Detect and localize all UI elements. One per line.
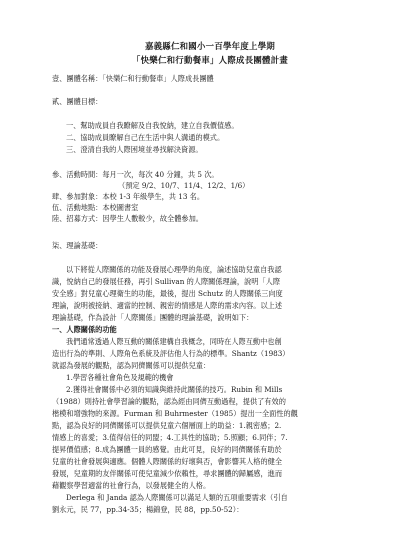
- section-recruitment: 陸、招募方式：因學生人數較少，故全體參加。: [52, 214, 203, 223]
- paragraph-line: （1988）則持社會學習論的觀點，認為經由同儕互動過程，提供了有效的: [52, 397, 286, 406]
- paragraph-line: 發展，兒童期的友伴關係可使兒童減少依賴性，尋求團體的歸屬感，進而: [52, 469, 283, 478]
- section-participants: 肆、參加對象：本校 1-3 年級學生，共 13 名。: [52, 192, 205, 201]
- paragraph-line: 楷模和增強物的來源。Furman 和 Buhrmester（1985）提出一全面性的觀: [52, 409, 298, 418]
- paragraph-line: 提昇價值感；8.成為團體一員的感覺。由此可見，良好的同儕關係有助於: [52, 445, 282, 454]
- paragraph-line: Derlega 和 Janda 認為人際關係可以滿足人類的五項重要需求（引自: [66, 493, 288, 502]
- paragraph-line: 我們通常透過人際互動的關係建構自我概念，同時在人際互動中也創: [66, 337, 282, 346]
- goal-item-2: 二、協助成員瞭解自己在生活中與人溝通的模式。: [66, 133, 225, 142]
- section-name: 壹、團體名稱：「快樂仁和行動餐車」人際成長團體: [52, 74, 214, 83]
- paragraph-line: 藉觀察學習適當的社會行為，以發展健全的人格。: [52, 481, 211, 490]
- goal-item-1: 一、幫助成員自我瞭解及自我悅納，建立自我價值感。: [66, 121, 239, 130]
- document-title-plan: 「快樂仁和行動餐車」人際成長團體計畫: [131, 55, 289, 65]
- paragraph-line: 情感上的喜愛；3.值得信任的同盟；4.工具性的協助；5.照顧；6.同伴；7.: [52, 433, 288, 442]
- subheading-functions: 一、人際關係的功能: [52, 325, 117, 334]
- section-time-dates: （預定 9/2、10/7、11/4、12/2、1/6）: [118, 181, 250, 190]
- paragraph-line: 劉永元，民 77，pp.34-35；楊錦登，民 88，pp.50-52）：: [52, 505, 244, 514]
- goal-item-3: 三、澄清自我的人際困境並尋找解決資源。: [66, 145, 203, 154]
- section-goals: 貳、團體目標：: [52, 97, 103, 106]
- paragraph-line: 就認為發展的觀點，認為同儕關係可以提供兒童：: [52, 361, 211, 370]
- paragraph-line: 識，悅納自己的發展任務，再引 Sullivan 的人際關係理論，說明「人際: [52, 277, 281, 286]
- paragraph-line: 造出行為的準則、人際角色系統及評估他人行為的標準。Shantz（1983）: [52, 349, 290, 358]
- paragraph-line: 點，認為良好的同儕關係可以提供兒童六個層面上的助益：1.親密感；2.: [52, 421, 282, 430]
- paragraph-line: 安全感」對兒童心理衛生的功能，最後，提出 Schutz 的人際關係三向度: [52, 289, 283, 298]
- section-location: 伍、活動地點：本校圖書室: [52, 203, 139, 212]
- list-item: 1.學習各種社會角色及規範的機會: [66, 373, 174, 382]
- document-title-school: 嘉義縣仁和國小一百學年度上學期: [144, 41, 276, 51]
- list-item: 2.獲得社會關係中必須的知識與維持此關係的技巧。Rubin 和 Mills: [66, 385, 283, 394]
- paragraph-line: 理論基礎，作為設計「人際關係」團體的理論基礎，說明如下：: [52, 313, 254, 322]
- paragraph-line: 理論，說明被接納、適當的控制、親密的情感是人際的需求內容。以上述: [52, 301, 283, 310]
- section-time: 參、活動時間：每月一次，每次 40 分鐘，共 5 次。: [52, 170, 219, 179]
- paragraph-line: 兒童的社會發展與適應。個體人際關係的好壞與否，會影響其人格的健全: [52, 457, 283, 466]
- paragraph-line: 以下將從人際關係的功能及發展心理學的角度，論述協助兒童自我認: [66, 265, 282, 274]
- section-theory: 柒、理論基礎：: [52, 241, 103, 250]
